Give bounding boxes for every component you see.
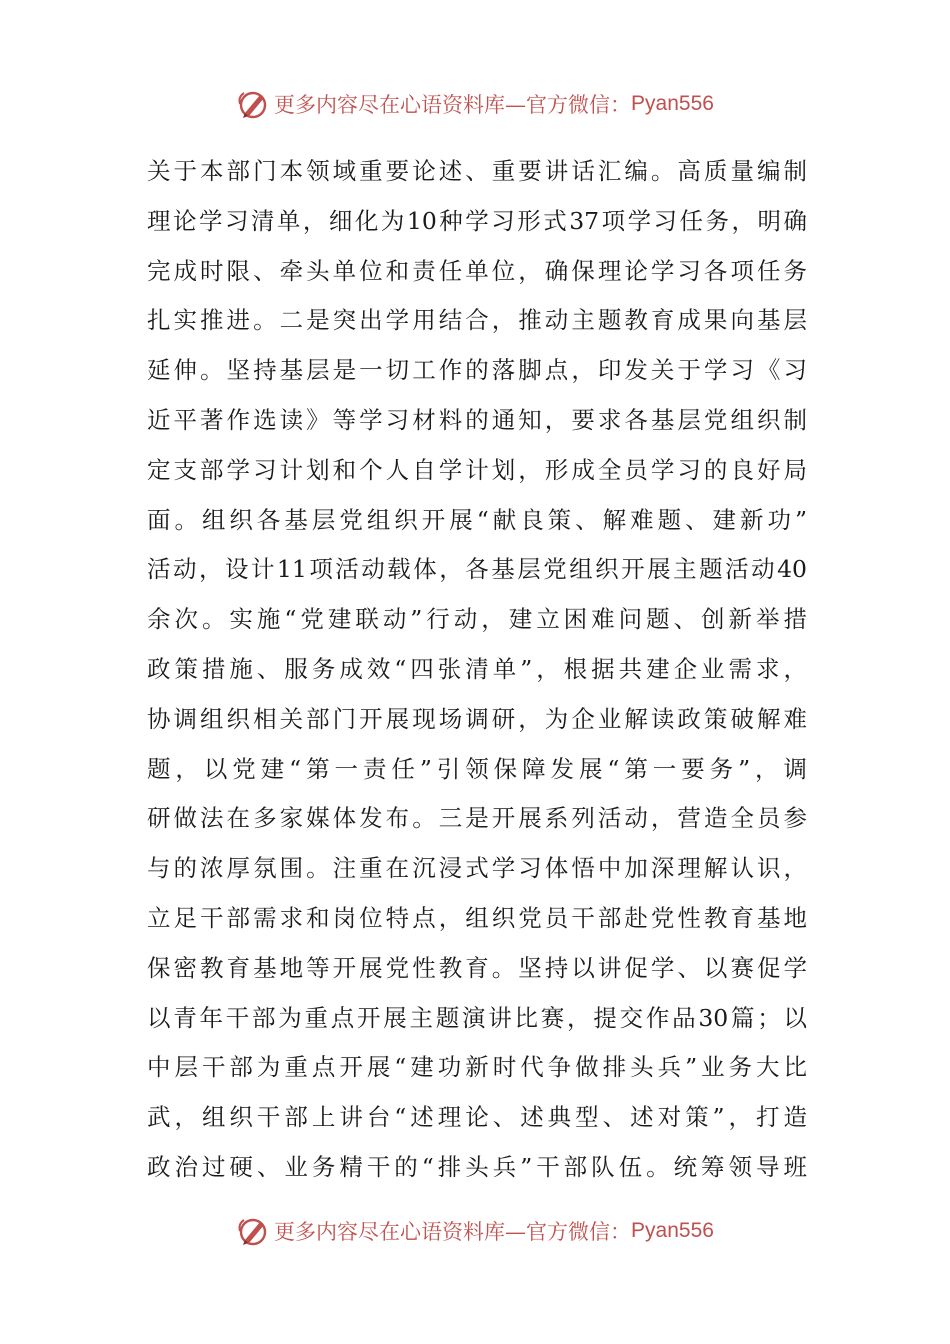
body-line: 定支部学习计划和个人自学计划，形成全员学习的良好局 — [147, 455, 807, 484]
document-body — [147, 147, 807, 1193]
banner-wechat-handle: Pyan556 — [631, 1219, 714, 1242]
pen-logo-icon — [236, 1214, 270, 1248]
body-line: 关于本部门本领域重要论述、重要讲话汇编。高质量编制 — [147, 157, 807, 185]
body-line: 研做法在多家媒体发布。三是开展系列活动，营造全员参 — [147, 804, 807, 833]
body-line: 政策措施、服务成效“四张清单”，根据共建企业需求， — [147, 654, 807, 683]
body-line: 近平著作选读》等学习材料的通知，要求各基层党组织制 — [147, 405, 807, 434]
body-line: 活动，设计11项活动载体，各基层党组织开展主题活动40 — [147, 555, 807, 584]
body-line: 理论学习清单，细化为10种学习形式37项学习任务，明确 — [147, 206, 807, 235]
body-line: 余次。实施“党建联动”行动，建立困难问题、创新举措 — [147, 605, 807, 634]
body-line: 中层干部为重点开展“建功新时代争做排头兵”业务大比 — [147, 1053, 807, 1082]
banner-label: 更多内容尽在心语资料库—官方微信： — [274, 93, 632, 117]
body-line: 保密教育基地等开展党性教育。坚持以讲促学、以赛促学 — [147, 953, 807, 982]
footer-banner — [0, 1211, 950, 1251]
body-line: 武，组织干部上讲台“述理论、述典型、述对策”，打造 — [147, 1103, 807, 1132]
body-line: 面。组织各基层党组织开展“献良策、解难题、建新功” — [147, 505, 807, 534]
header-banner — [0, 84, 950, 124]
banner-label: 更多内容尽在心语资料库—官方微信： — [274, 1220, 632, 1244]
body-line: 扎实推进。二是突出学用结合，推动主题教育成果向基层 — [147, 306, 807, 335]
body-line: 延伸。坚持基层是一切工作的落脚点，印发关于学习《习 — [147, 356, 807, 385]
body-line: 政治过硬、业务精干的“排头兵”干部队伍。统筹领导班 — [147, 1152, 807, 1181]
body-line: 以青年干部为重点开展主题演讲比赛，提交作品30篇；以 — [147, 1003, 807, 1032]
pen-logo-icon — [236, 87, 270, 121]
body-line: 协调组织相关部门开展现场调研，为企业解读政策破解难 — [147, 704, 807, 733]
body-line: 题，以党建“第一责任”引领保障发展“第一要务”，调 — [147, 754, 807, 783]
body-line: 与的浓厚氛围。注重在沉浸式学习体悟中加深理解认识， — [147, 854, 807, 883]
body-line: 完成时限、牵头单位和责任单位，确保理论学习各项任务 — [147, 256, 807, 285]
body-line: 立足干部需求和岗位特点，组织党员干部赴党性教育基地 — [147, 903, 807, 932]
banner-wechat-handle: Pyan556 — [631, 92, 714, 115]
